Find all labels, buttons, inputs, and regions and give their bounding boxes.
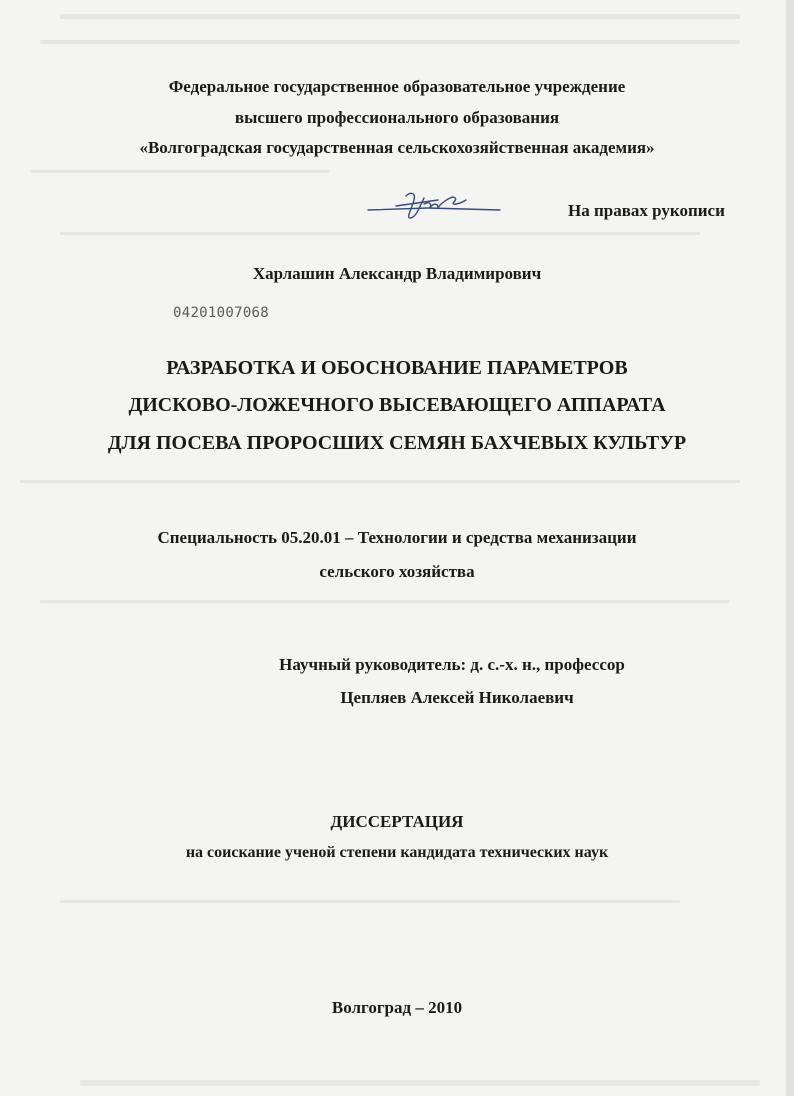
specialty-line-1: Специальность 05.20.01 – Технологии и средства механизации xyxy=(157,528,637,547)
dissertation-heading: ДИССЕРТАЦИЯ xyxy=(330,812,464,831)
manuscript-note: На правах рукописи xyxy=(568,201,725,220)
title-line-1: РАЗРАБОТКА И ОБОСНОВАНИЕ ПАРАМЕТРОВ xyxy=(166,357,628,379)
dissertation-subheading: на соискание ученой степени кандидата технических наук xyxy=(185,844,609,861)
author-name: Харлашин Александр Владимирович xyxy=(252,264,542,283)
institution-line-2: высшего профессионального образования xyxy=(234,108,560,127)
institution-line-3: «Волгоградская государственная сельскохозяйственная академия» xyxy=(139,138,655,157)
institution-line-1: Федеральное государственное образовательное учреждение xyxy=(168,77,626,96)
supervisor-line-1: Научный руководитель: д. с.-х. н., профессор xyxy=(279,655,625,674)
title-line-3: ДЛЯ ПОСЕВА ПРОРОСШИХ СЕМЯН БАХЧЕВЫХ КУЛЬТУР xyxy=(107,432,687,454)
title-line-2: ДИСКОВО-ЛОЖЕЧНОГО ВЫСЕВАЮЩЕГО АППАРАТА xyxy=(128,394,666,416)
supervisor-name: Цепляев Алексей Николаевич xyxy=(340,688,574,707)
signature xyxy=(366,188,502,222)
city-year: Волгоград – 2010 xyxy=(331,998,463,1017)
library-stamp-code: 04201007068 xyxy=(173,305,270,321)
specialty-line-2: сельского хозяйства xyxy=(319,562,475,581)
